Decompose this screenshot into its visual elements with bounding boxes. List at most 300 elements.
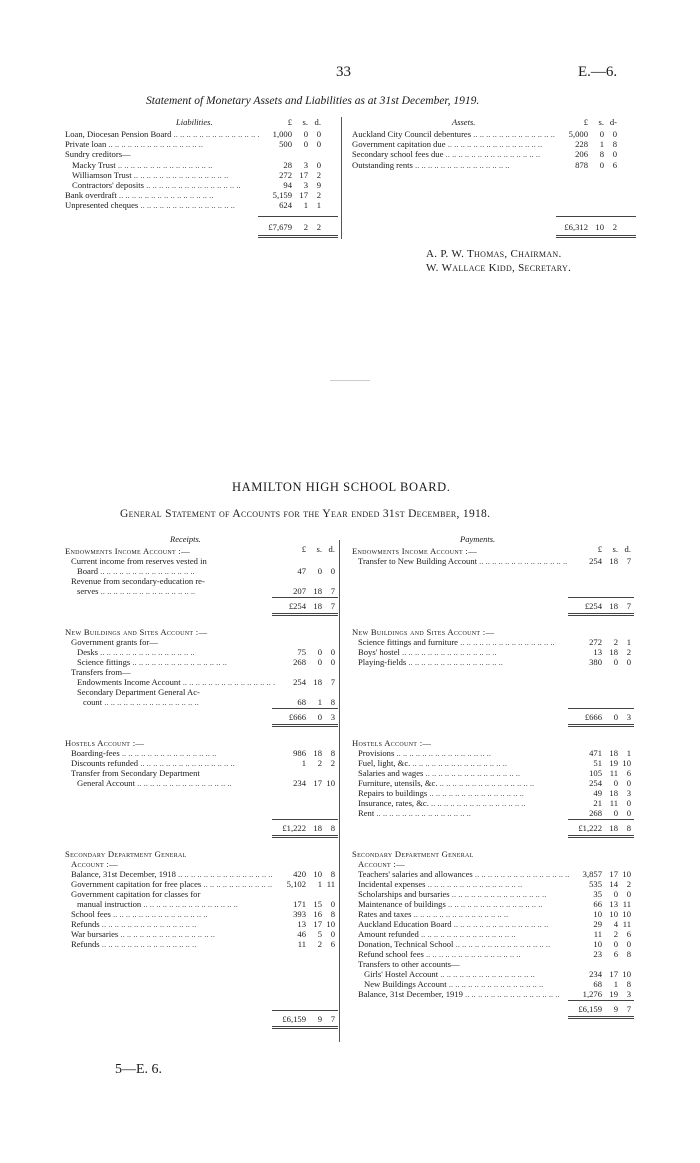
shillings: 0: [317, 712, 322, 722]
payment-amount: [572, 758, 631, 768]
asset-amount: [558, 139, 617, 149]
receipts-heading: Receipts.: [170, 534, 201, 544]
payment-amount: [572, 899, 631, 909]
pence: 2: [612, 222, 617, 232]
payment-label: Refund school fees .. .: [358, 949, 570, 959]
liability-row: [0, 170, 700, 180]
payment-amount: [572, 788, 631, 798]
pounds: 5,159: [272, 190, 292, 201]
payment-amount: [572, 647, 631, 657]
pounds: £6,312: [564, 222, 588, 232]
payment-row: [0, 637, 700, 647]
liability-label: Private loan .. .: [65, 139, 260, 149]
pence: 10: [326, 919, 335, 929]
pence: 0: [316, 129, 321, 139]
pence: 3: [626, 712, 631, 722]
total-double-rule: [272, 1026, 338, 1029]
payment-amount: [572, 909, 631, 919]
payment-amount: [572, 768, 631, 778]
payment-label: Scholarships and bursaries .. .: [358, 889, 570, 899]
payment-row: [0, 556, 700, 566]
shillings: 18: [313, 748, 322, 758]
pence: 0: [626, 657, 631, 667]
receipt-label: Board .. .: [77, 566, 275, 576]
pounds: 420: [293, 869, 306, 879]
shillings: 1: [303, 200, 308, 211]
asset-amount: [558, 149, 617, 159]
payment-row: [0, 546, 700, 556]
receipt-label: serves .. .: [77, 586, 275, 596]
divider: [330, 380, 370, 381]
payment-amount: [572, 969, 631, 979]
payment-label: Science fittings and furniture .. .: [358, 637, 570, 647]
pence: 6: [626, 768, 631, 778]
total-double-rule: [272, 613, 338, 616]
pence: 2: [316, 169, 321, 180]
shillings: 0: [303, 139, 308, 150]
pence: 0: [626, 808, 631, 818]
payment-label: Transfer to New Building Account .. .: [358, 556, 570, 566]
asset-label: Outstanding rents .. .: [352, 160, 556, 170]
shillings: 18: [313, 601, 322, 611]
total-row: [0, 823, 700, 833]
pounds: 5,000: [568, 129, 588, 139]
receipt-label: manual instruction .. .: [77, 899, 275, 909]
receipt-label: General Account .. .: [77, 778, 275, 788]
pounds: 268: [589, 808, 602, 818]
receipt-row: [0, 697, 700, 707]
receipt-label: Science fittings .. .: [77, 657, 275, 667]
shillings: 11: [609, 798, 618, 808]
shillings: 18: [313, 823, 322, 833]
pence: 6: [626, 929, 631, 939]
total-double-rule: [568, 613, 634, 616]
payment-label: Donation, Technical School .. .: [358, 939, 570, 949]
payment-row: [0, 768, 700, 778]
payment-label: Salaries and wages .. .: [358, 768, 570, 778]
pence-heading: d.: [328, 544, 335, 554]
pounds: 29: [593, 919, 602, 929]
pence: 3: [626, 989, 631, 999]
assets-total-rule: [556, 216, 636, 217]
pence: 8: [330, 869, 335, 879]
payment-row: [0, 899, 700, 909]
pence: 6: [330, 939, 335, 949]
pence: 8: [330, 697, 335, 707]
pounds: 28: [283, 159, 292, 170]
pounds: 75: [297, 647, 306, 657]
pounds: 49: [593, 788, 602, 798]
payment-amount: [572, 879, 631, 889]
payment-label: Balance, 31st December, 1919 .. .: [358, 989, 570, 999]
shillings: 0: [317, 647, 322, 657]
shillings: 8: [599, 149, 604, 160]
pence: 10: [622, 969, 631, 979]
payment-amount: [572, 657, 631, 667]
assets-total: [558, 222, 617, 232]
pounds: 380: [589, 657, 602, 667]
receipt-amount: [276, 677, 335, 687]
shillings: 18: [609, 556, 618, 566]
payment-row: [0, 889, 700, 899]
pence: 2: [626, 647, 631, 657]
pence: 6: [612, 159, 617, 170]
pence: 8: [330, 909, 335, 919]
shillings: 3: [303, 180, 308, 190]
pounds: 10: [593, 909, 602, 919]
pounds: 878: [575, 159, 588, 170]
pounds: £666: [288, 712, 306, 722]
liability-label: Bank overdraft .. .: [65, 190, 260, 200]
pound-heading: £: [597, 544, 602, 554]
payment-row: [0, 939, 700, 949]
column-headings: [262, 117, 321, 127]
pounds: 228: [575, 139, 588, 150]
shillings: 0: [613, 939, 618, 949]
pence: 10: [326, 778, 335, 788]
pence: 7: [330, 601, 335, 611]
pounds: 13: [297, 919, 306, 929]
pence: 7: [626, 601, 631, 611]
pence: 0: [626, 889, 631, 899]
liability-label: Sundry creditors—: [65, 149, 131, 160]
receipt-row: [0, 586, 700, 596]
shillings: 17: [299, 190, 308, 201]
shillings: 1: [613, 979, 618, 989]
pounds: 21: [593, 798, 602, 808]
payment-row: [0, 758, 700, 768]
pounds: 206: [575, 149, 588, 160]
receipt-label: Endowments Income Account :—: [65, 546, 191, 556]
payment-label: Account :—: [358, 859, 406, 869]
payment-row: [0, 798, 700, 808]
payment-row: [0, 657, 700, 667]
pound-heading: £: [287, 117, 292, 127]
pence: 3: [626, 788, 631, 798]
subtotal-rule: [272, 708, 338, 709]
liability-label: Unpresented cheques .. .: [65, 200, 260, 210]
payment-row: [0, 909, 700, 919]
receipt-label: New Buildings and Sites Account :—: [65, 627, 208, 637]
pounds: 66: [593, 899, 602, 909]
receipt-label: Endowments Income Account .. .: [77, 677, 275, 687]
payments-heading: Payments.: [460, 534, 496, 544]
payment-label: Insurance, rates, &c. .. .: [358, 798, 570, 808]
pounds: £6,159: [578, 1004, 602, 1014]
payment-label: Endowments Income Account :—: [352, 546, 478, 556]
pence: 11: [622, 919, 631, 929]
payment-row: [0, 869, 700, 879]
liability-row: [0, 180, 700, 190]
payment-row: [0, 969, 700, 979]
receipt-label: Revenue from secondary-education re-: [71, 576, 205, 586]
receipt-amount: [276, 697, 335, 707]
receipt-label: Government grants for—: [71, 637, 158, 647]
payment-amount: [572, 919, 631, 929]
pounds: 535: [589, 879, 602, 889]
receipt-label: Balance, 31st December, 1918 .. .: [71, 869, 275, 879]
pence: 7: [330, 677, 335, 687]
pence: 9: [316, 180, 321, 190]
shillings: 18: [609, 823, 618, 833]
payment-row: [0, 647, 700, 657]
receipt-label: Refunds .. .: [71, 919, 275, 929]
receipt-row: [0, 677, 700, 687]
payment-amount: [572, 929, 631, 939]
pounds: £1,222: [578, 823, 602, 833]
pence: 11: [622, 899, 631, 909]
shillings: 17: [609, 969, 618, 979]
receipt-amount: [276, 586, 335, 596]
shillings: 17: [299, 169, 308, 180]
shillings: 1: [317, 697, 322, 707]
pounds: 1: [301, 758, 306, 768]
receipt-label: Current income from reserves vested in: [71, 556, 207, 566]
shillings: 14: [609, 879, 618, 889]
asset-amount: [558, 129, 617, 139]
receipt-label: Transfer from Secondary Department: [71, 768, 200, 778]
payment-label: Repairs to buildings .. .: [358, 788, 570, 798]
payment-amount: [572, 556, 631, 566]
receipt-label: Government capitation for classes for: [71, 889, 201, 899]
pence: 8: [626, 823, 631, 833]
shillings: 19: [609, 989, 618, 999]
pounds: 471: [589, 748, 602, 758]
total-double-rule: [568, 1016, 634, 1019]
liability-amount: [262, 200, 321, 210]
liability-label: Contractors' deposits .. .: [72, 180, 260, 190]
asset-row: [0, 160, 700, 170]
subtotal-rule: [568, 1000, 634, 1001]
subtotal-rule: [568, 819, 634, 820]
pence: 2: [330, 758, 335, 768]
shillings: 3: [303, 159, 308, 170]
payment-label: Auckland Education Board .. .: [358, 919, 570, 929]
pence: 0: [330, 566, 335, 576]
pounds: 51: [593, 758, 602, 768]
total-double-rule: [568, 835, 634, 838]
payment-label: Rates and taxes .. .: [358, 909, 570, 919]
signature-chairman: A. P. W. Thomas, Chairman.: [426, 248, 562, 260]
shillings: 0: [613, 778, 618, 788]
shillings: 18: [313, 677, 322, 687]
pence: 0: [330, 647, 335, 657]
pounds: £1,222: [282, 823, 306, 833]
asset-label: Secondary school fees due .. .: [352, 149, 556, 159]
pounds: 46: [297, 929, 306, 939]
payment-row: [0, 738, 700, 748]
pounds: 254: [293, 677, 306, 687]
pounds: 68: [593, 979, 602, 989]
shillings: 0: [613, 712, 618, 722]
pence-heading: d-: [609, 117, 617, 127]
payment-row: [0, 989, 700, 999]
payment-label: Furniture, utensils, &c. .. .: [358, 778, 570, 788]
payment-amount: [572, 939, 631, 949]
pounds: 47: [297, 566, 306, 576]
receipt-label: Boarding-fees .. .: [71, 748, 275, 758]
total-amount: [276, 1014, 335, 1024]
total-double-rule: [272, 835, 338, 838]
pounds: 11: [297, 939, 306, 949]
shillings: 2: [613, 929, 618, 939]
payment-amount: [572, 889, 631, 899]
payment-label: Teachers' salaries and allowances .. .: [358, 869, 570, 879]
liability-amount: [262, 190, 321, 200]
liability-amount: [262, 170, 321, 180]
pounds: 624: [279, 200, 292, 211]
shillings: 9: [317, 1014, 322, 1024]
pence: 0: [330, 899, 335, 909]
payment-row: [0, 748, 700, 758]
pence: 1: [626, 748, 631, 758]
pounds: £666: [584, 712, 602, 722]
assets-heading: Assets.: [452, 117, 476, 127]
subtotal-rule: [272, 819, 338, 820]
pence: 11: [326, 879, 335, 889]
asset-row: [0, 149, 700, 159]
payment-label: Girls' Hostel Account .. .: [364, 969, 570, 979]
pounds: 268: [293, 657, 306, 667]
pence: 1: [316, 200, 321, 211]
pounds: 272: [279, 169, 292, 180]
receipt-amount: [276, 566, 335, 576]
receipt-label: School fees .. .: [71, 909, 275, 919]
pence: 2: [316, 222, 321, 232]
payment-amount: [572, 637, 631, 647]
receipt-label: count .. .: [83, 697, 275, 707]
payment-row: [0, 778, 700, 788]
pence: 8: [626, 949, 631, 959]
pence-heading: d.: [314, 117, 321, 127]
payment-label: Transfers to other accounts—: [358, 959, 460, 969]
pence: 0: [316, 139, 321, 150]
shillings: 19: [609, 758, 618, 768]
payment-label: Maintenance of buildings .. .: [358, 899, 570, 909]
pence: 8: [330, 748, 335, 758]
pounds: 5,102: [286, 879, 306, 889]
liabilities-total-rule: [258, 216, 338, 217]
payment-row: [0, 808, 700, 818]
pence: 10: [622, 758, 631, 768]
shillings: 0: [317, 566, 322, 576]
payment-amount: [572, 989, 631, 999]
receipt-label: Transfers from—: [71, 667, 131, 677]
shillings: 18: [313, 586, 322, 596]
pounds: £254: [584, 601, 602, 611]
payment-label: Rent .. .: [358, 808, 570, 818]
shillings: 1: [317, 879, 322, 889]
pounds: 234: [589, 969, 602, 979]
pounds: 1,276: [582, 989, 602, 999]
pounds: 105: [589, 768, 602, 778]
payment-amount: [572, 869, 631, 879]
shillings: 18: [609, 601, 618, 611]
payment-amount: [572, 748, 631, 758]
pence: 8: [626, 979, 631, 989]
total-row: [0, 601, 700, 611]
pence: 8: [612, 139, 617, 150]
pence: 7: [330, 586, 335, 596]
total-row: [0, 712, 700, 722]
shillings: 11: [609, 768, 618, 778]
payment-label: Boys' hostel .. .: [358, 647, 570, 657]
payment-amount: [572, 798, 631, 808]
payment-label: New Buildings Account .. .: [364, 979, 570, 989]
total-double-rule: [568, 724, 634, 727]
pounds: 986: [293, 748, 306, 758]
asset-row: [0, 139, 700, 149]
shillings: 2: [317, 758, 322, 768]
payment-row: [0, 949, 700, 959]
receipt-label: Desks .. .: [77, 647, 275, 657]
pence: 10: [622, 909, 631, 919]
payment-row: [0, 788, 700, 798]
shillings: 17: [313, 919, 322, 929]
pounds: 393: [293, 909, 306, 919]
subtotal-rule: [568, 597, 634, 598]
liability-row: [0, 200, 700, 210]
payment-row: [0, 979, 700, 989]
payment-label: Amount refunded .. .: [358, 929, 570, 939]
pounds: 207: [293, 586, 306, 596]
shillings: 0: [317, 657, 322, 667]
pounds: 1,000: [272, 129, 292, 139]
receipt-label: Refunds .. .: [71, 939, 275, 949]
shilling-heading: s.: [316, 544, 322, 554]
total-amount: [572, 823, 631, 833]
pounds: £254: [288, 601, 306, 611]
liability-label: Loan, Diocesan Pension Board .. .: [65, 129, 260, 139]
pence: 0: [626, 778, 631, 788]
pounds: 10: [593, 939, 602, 949]
shillings: 2: [317, 939, 322, 949]
shillings: 10: [609, 909, 618, 919]
pounds: 254: [589, 556, 602, 566]
shillings: 10: [595, 222, 604, 232]
shilling-heading: s.: [598, 117, 604, 127]
shillings: 18: [609, 647, 618, 657]
page-number: 33: [336, 64, 351, 80]
total-amount: [572, 1004, 631, 1014]
shilling-heading: s.: [612, 544, 618, 554]
board-title: HAMILTON HIGH SCHOOL BOARD.: [232, 480, 451, 494]
pence: 10: [622, 869, 631, 879]
pence: 0: [316, 159, 321, 170]
payment-amount: [572, 778, 631, 788]
payment-amount: [572, 949, 631, 959]
pence: 0: [612, 129, 617, 139]
payment-label: New Buildings and Sites Account :—: [352, 627, 495, 637]
liabilities-total: [262, 222, 321, 232]
liability-label: Macky Trust .. .: [72, 160, 260, 170]
pence: 7: [330, 1014, 335, 1024]
footer-reference: 5—E. 6.: [115, 1062, 163, 1077]
shillings: 0: [613, 808, 618, 818]
payment-row: [0, 919, 700, 929]
pence: 2: [626, 879, 631, 889]
payment-label: Provisions .. .: [358, 748, 570, 758]
payment-amount: [572, 808, 631, 818]
pence-heading: d.: [624, 544, 631, 554]
shillings: 0: [599, 159, 604, 170]
shillings: 2: [613, 637, 618, 647]
pence: 0: [626, 939, 631, 949]
pence: 7: [626, 1004, 631, 1014]
pounds: 13: [593, 647, 602, 657]
payment-label: Incidental expenses .. .: [358, 879, 570, 889]
asset-amount: [558, 160, 617, 170]
